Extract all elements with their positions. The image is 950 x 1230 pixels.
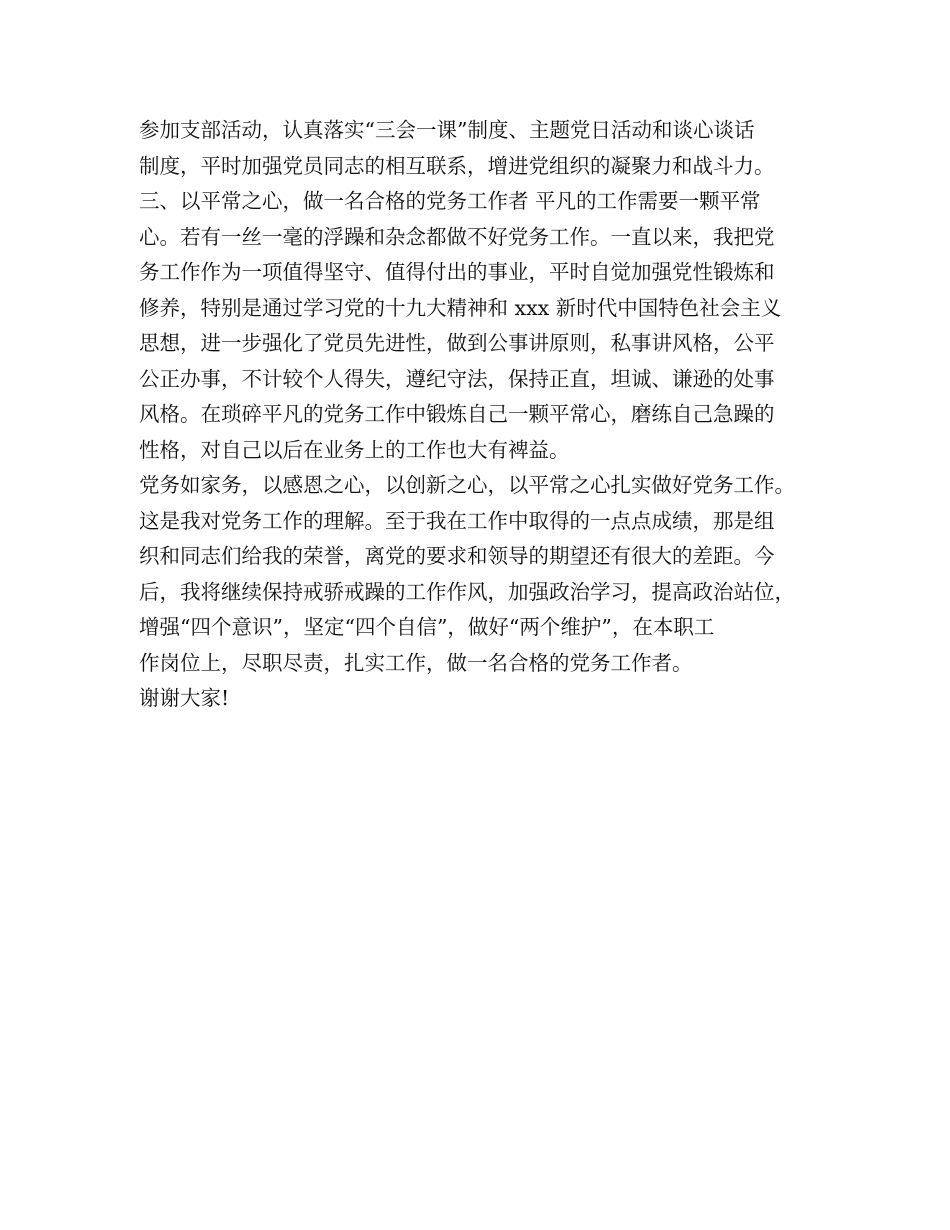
text-line: 心。若有一丝一毫的浮躁和杂念都做不好党务工作。一直以来，我把党	[139, 224, 775, 249]
section-heading-line: 三、以平常之心，做一名合格的党务工作者 平凡的工作需要一颗平常	[139, 189, 761, 213]
text-line: 思想，进一步强化了党员先进性，做到公事讲原则，私事讲风格，公平	[139, 331, 775, 355]
text-line: 党务如家务，以感恩之心，以创新之心，以平常之心扎实做好党务工作。	[139, 473, 795, 497]
document-body	[139, 113, 829, 717]
text-line: 后，我将继续保持戒骄戒躁的工作作风，加强政治学习，提高政治站位，	[139, 579, 795, 604]
text-line: 织和同志们给我的荣誉，离党的要求和领导的期望还有很大的差距。今	[139, 544, 775, 568]
text-line: 修养，特别是通过学习党的十九大精神和 xxx 新时代中国特色社会主义	[139, 295, 782, 320]
text-line: 公正办事，不计较个人得失，遵纪守法，保持正直，坦诚、谦逊的处事	[139, 366, 775, 391]
text-line: 作岗位上，尽职尽责，扎实工作，做一名合格的党务工作者。	[139, 650, 693, 675]
text-line: 参加支部活动，认真落实“三会一课”制度、主题党日活动和谈心谈话	[139, 118, 755, 142]
text-line: 这是我对党务工作的理解。至于我在工作中取得的一点点成绩，那是组	[139, 508, 775, 533]
closing-line: 谢谢大家!	[139, 686, 230, 710]
text-line: 务工作作为一项值得坚守、值得付出的事业，平时自觉加强党性锻炼和	[139, 260, 775, 284]
text-line: 制度，平时加强党员同志的相互联系，增进党组织的凝聚力和战斗力。	[139, 153, 775, 178]
text-line: 风格。在琐碎平凡的党务工作中锻炼自己一颗平常心，磨练自己急躁的	[139, 402, 775, 426]
text-line: 性格，对自己以后在业务上的工作也大有裨益。	[139, 437, 570, 462]
text-line: 增强“四个意识”，坚定“四个自信”，做好“两个维护”，在本职工	[139, 615, 715, 639]
